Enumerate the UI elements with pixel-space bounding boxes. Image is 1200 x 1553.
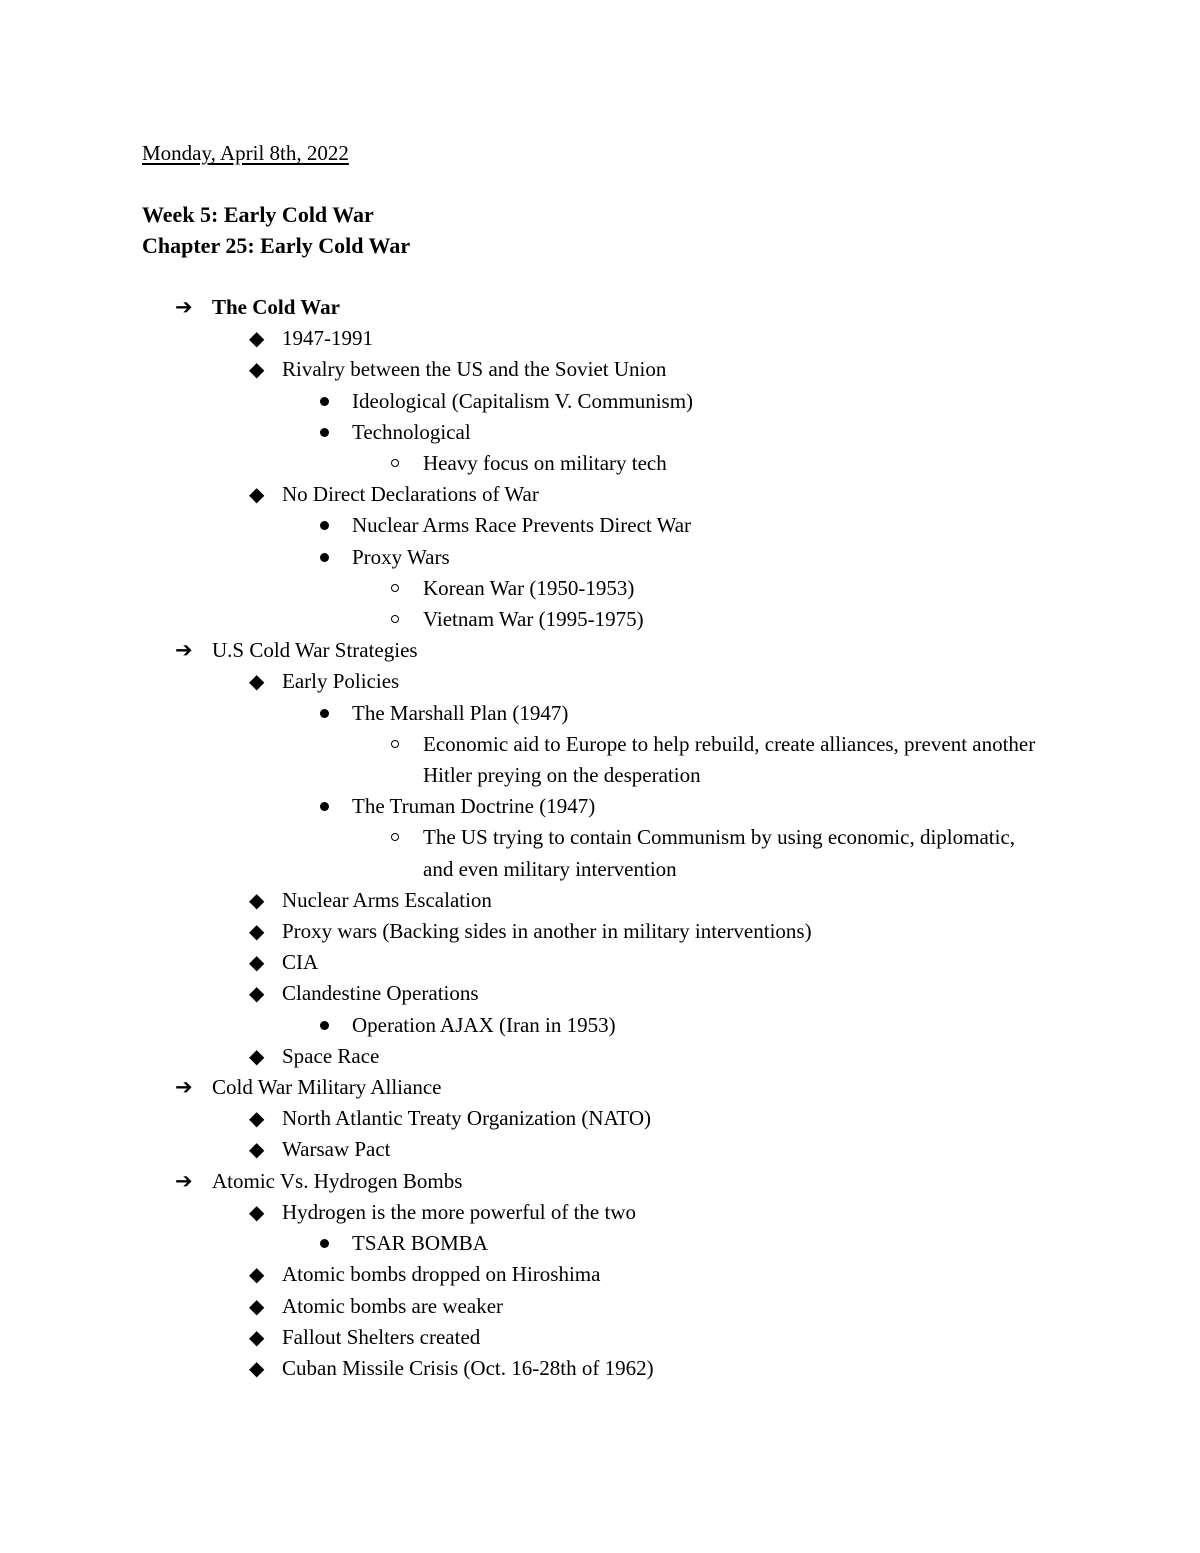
outline-item-level-2	[0, 1197, 1200, 1228]
outline-item-text: No Direct Declarations of War	[282, 482, 539, 507]
outline-item-text: The Cold War	[212, 295, 340, 319]
filled-dot-shape	[320, 521, 329, 530]
outline-item-text: Proxy Wars	[352, 544, 450, 569]
outline-item-level-3	[0, 542, 1200, 573]
outline-item-text: The Marshall Plan (1947)	[352, 700, 569, 725]
filled-dot-shape	[320, 709, 329, 718]
diamond-bullet-icon: ◆	[249, 1043, 265, 1068]
diamond-bullet-icon: ◆	[249, 1293, 265, 1318]
outline-item-level-3	[0, 386, 1200, 417]
arrow-bullet-icon: ➔	[175, 295, 193, 319]
outline-item-text: Warsaw Pact	[282, 1137, 391, 1162]
outline-item-text: Economic aid to Europe to help rebuild, create alliances, prevent another Hitler preying on the desperation	[423, 731, 1036, 788]
outline-item-level-2	[0, 1041, 1200, 1072]
hollow-circle-shape	[391, 740, 399, 748]
diamond-bullet-icon: ◆	[249, 669, 265, 694]
outline-item-level-2	[0, 1134, 1200, 1165]
filled-dot-shape	[320, 428, 329, 437]
outline-item-text: Nuclear Arms Escalation	[282, 887, 492, 912]
diamond-bullet-icon: ◆	[249, 357, 265, 382]
outline-item-text: 1947-1991	[282, 326, 373, 351]
outline-item-text: Hydrogen is the more powerful of the two	[282, 1199, 636, 1224]
outline-item-level-4	[0, 729, 1043, 791]
diamond-bullet-icon: ◆	[249, 1199, 265, 1224]
outline-item-level-2	[0, 916, 1200, 947]
outline-item-text: Nuclear Arms Race Prevents Direct War	[352, 513, 692, 538]
diamond-bullet-icon: ◆	[249, 887, 265, 912]
outline-item-level-1	[0, 292, 1200, 323]
outline-item-level-2	[0, 323, 1200, 354]
outline-item-level-4	[0, 604, 1043, 635]
diamond-bullet-icon: ◆	[249, 1355, 265, 1380]
notes-outline	[0, 292, 1200, 1384]
diamond-bullet-icon: ◆	[249, 1137, 265, 1162]
arrow-bullet-icon: ➔	[175, 1075, 193, 1100]
outline-item-text: Rivalry between the US and the Soviet Union	[282, 357, 667, 382]
outline-item-text: Fallout Shelters created	[282, 1324, 481, 1349]
outline-item-text: TSAR BOMBA	[352, 1231, 488, 1256]
outline-item-text: Space Race	[282, 1043, 380, 1068]
outline-item-text: Atomic bombs are weaker	[282, 1293, 504, 1318]
filled-dot-shape	[320, 802, 329, 811]
outline-item-level-2	[0, 479, 1200, 510]
outline-item-level-3	[0, 791, 1200, 822]
diamond-bullet-icon: ◆	[249, 981, 265, 1006]
outline-item-level-4	[0, 573, 1043, 604]
arrow-bullet-icon: ➔	[175, 1168, 193, 1193]
outline-item-text: The Truman Doctrine (1947)	[352, 794, 596, 819]
outline-item-text: Vietnam War (1995-1975)	[423, 607, 644, 632]
outline-item-level-4	[0, 448, 1043, 479]
outline-item-level-3	[0, 698, 1200, 729]
outline-item-level-2	[0, 1353, 1200, 1384]
outline-item-text: Technological	[352, 419, 471, 444]
outline-item-level-2	[0, 885, 1200, 916]
diamond-bullet-icon: ◆	[249, 326, 265, 351]
filled-dot-shape	[320, 1239, 329, 1248]
outline-item-text: Cold War Military Alliance	[212, 1075, 442, 1100]
hollow-circle-shape	[391, 615, 399, 623]
outline-item-level-2	[0, 1103, 1200, 1134]
outline-item-level-2	[0, 1259, 1200, 1290]
hollow-circle-shape	[391, 584, 399, 592]
diamond-bullet-icon: ◆	[249, 919, 265, 944]
outline-item-text: North Atlantic Treaty Organization (NATO)	[282, 1106, 652, 1131]
outline-item-level-2	[0, 947, 1200, 978]
outline-item-level-2	[0, 978, 1200, 1009]
outline-item-text: Clandestine Operations	[282, 981, 479, 1006]
diamond-bullet-icon: ◆	[249, 482, 265, 507]
outline-item-text: Proxy wars (Backing sides in another in military interventions)	[282, 919, 812, 944]
diamond-bullet-icon: ◆	[249, 1262, 265, 1287]
outline-item-level-2	[0, 1322, 1200, 1353]
outline-item-text: The US trying to contain Communism by using economic, diplomatic, and even military intervention	[423, 825, 1016, 881]
outline-item-text: Atomic bombs dropped on Hiroshima	[282, 1262, 601, 1287]
outline-item-level-3	[0, 1010, 1200, 1041]
outline-item-text: Heavy focus on military tech	[423, 451, 667, 476]
hollow-circle-shape	[391, 833, 399, 841]
outline-item-level-3	[0, 510, 1200, 541]
outline-item-level-1	[0, 1166, 1200, 1197]
outline-item-level-1	[0, 635, 1200, 666]
diamond-bullet-icon: ◆	[249, 950, 265, 975]
outline-item-text: Cuban Missile Crisis (Oct. 16-28th of 1962)	[282, 1355, 654, 1380]
outline-item-text: Atomic Vs. Hydrogen Bombs	[212, 1168, 463, 1193]
filled-dot-shape	[320, 397, 329, 406]
outline-item-level-2	[0, 1291, 1200, 1322]
outline-item-text: Early Policies	[282, 669, 400, 694]
hollow-circle-shape	[391, 459, 399, 467]
filled-dot-shape	[320, 553, 329, 562]
arrow-bullet-icon: ➔	[175, 638, 193, 663]
outline-item-level-2	[0, 666, 1200, 697]
week-heading: Week 5: Early Cold War	[142, 202, 374, 227]
outline-item-level-1	[0, 1072, 1200, 1103]
chapter-heading: Chapter 25: Early Cold War	[142, 233, 411, 258]
filled-dot-shape	[320, 1021, 329, 1030]
diamond-bullet-icon: ◆	[249, 1106, 265, 1131]
note-date: Monday, April 8th, 2022	[142, 141, 349, 165]
diamond-bullet-icon: ◆	[249, 1324, 265, 1349]
outline-item-text: CIA	[282, 950, 319, 975]
outline-item-level-4	[0, 822, 1043, 884]
outline-item-text: Operation AJAX (Iran in 1953)	[352, 1012, 616, 1037]
outline-item-text: Korean War (1950-1953)	[423, 575, 635, 600]
outline-item-level-2	[0, 354, 1200, 385]
outline-item-level-3	[0, 1228, 1200, 1259]
outline-item-text: Ideological (Capitalism V. Communism)	[352, 388, 694, 413]
outline-item-text: U.S Cold War Strategies	[212, 638, 418, 663]
outline-item-level-3	[0, 417, 1200, 448]
